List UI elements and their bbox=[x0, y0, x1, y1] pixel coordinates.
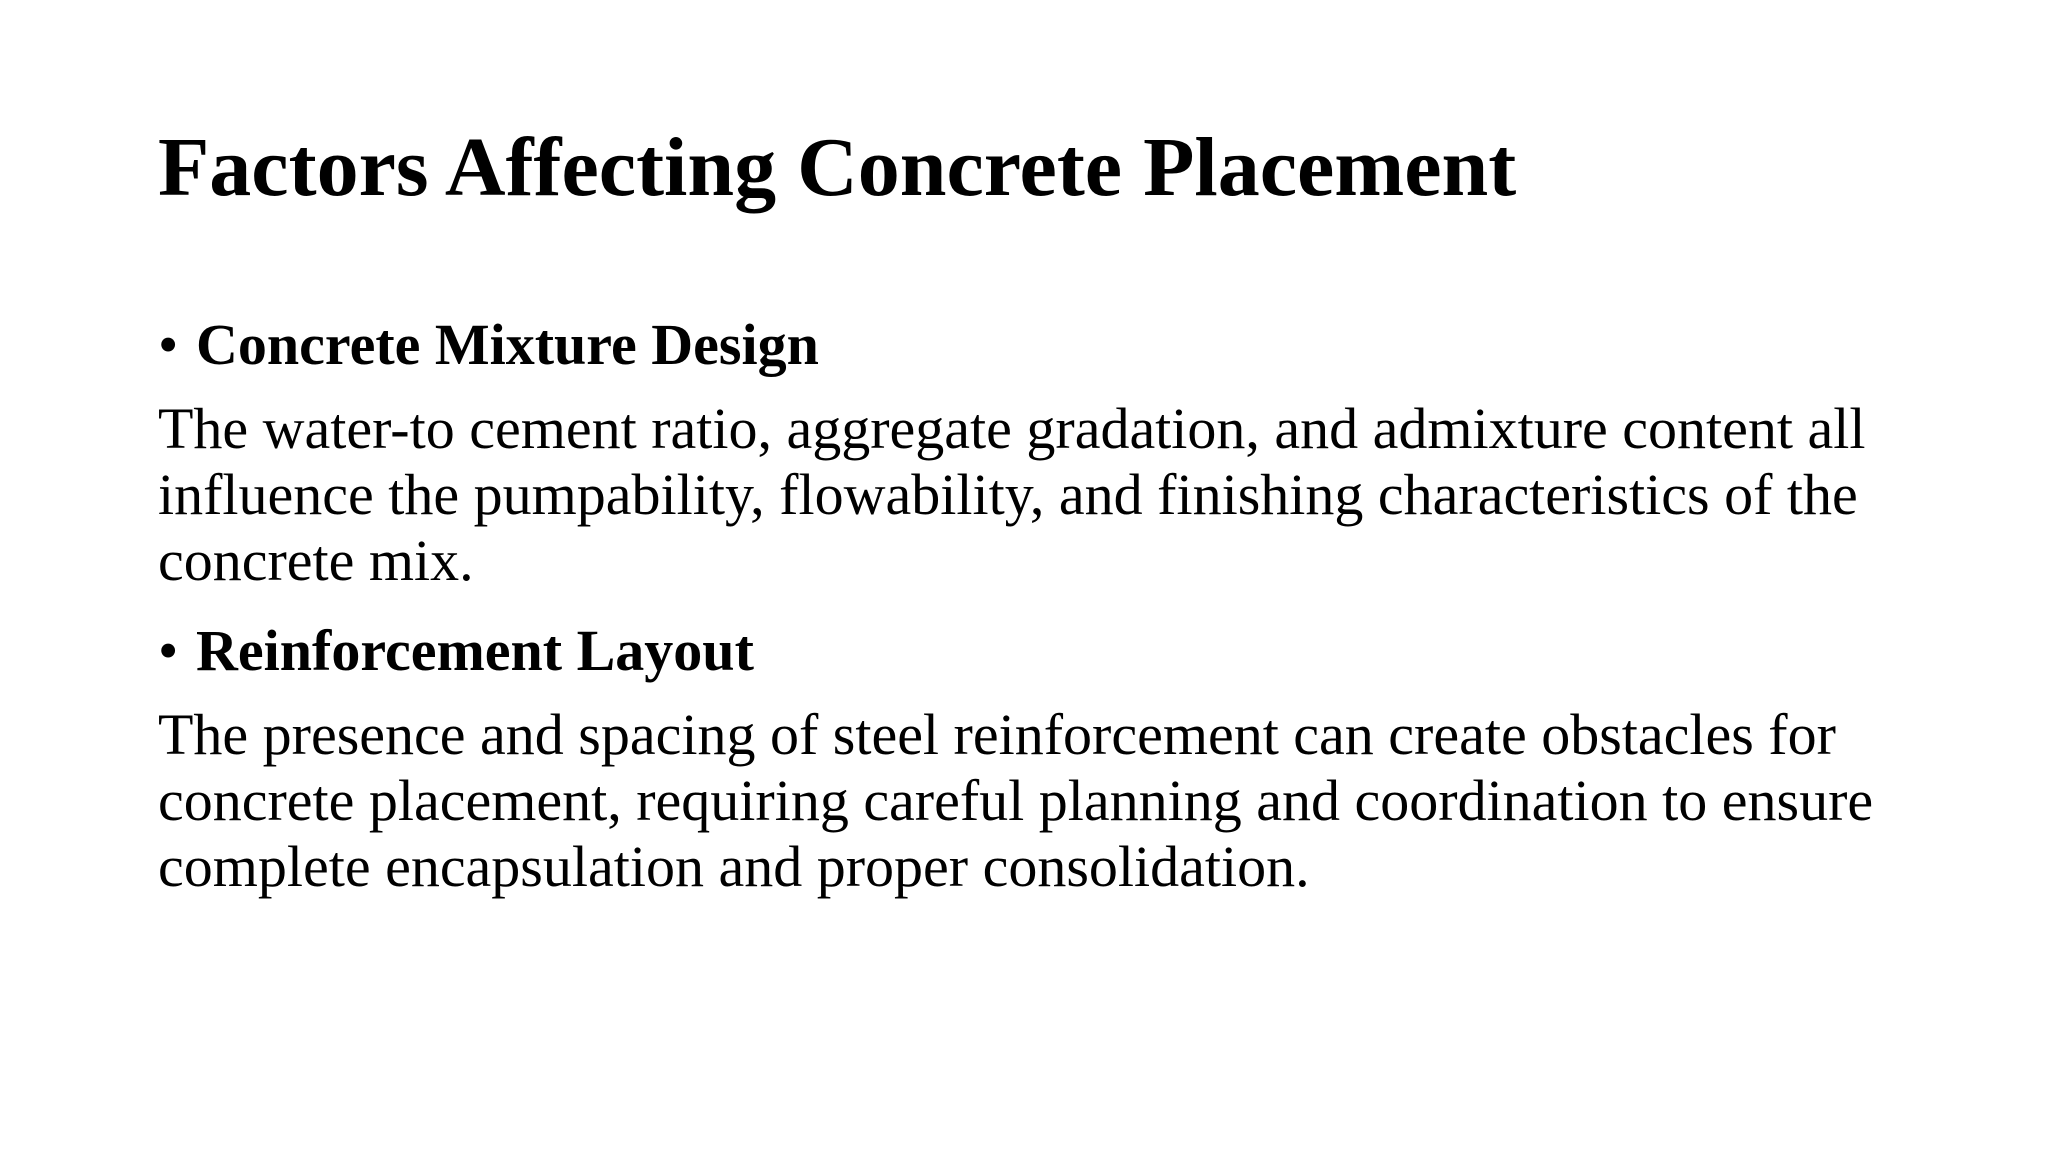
section-reinforcement-layout bbox=[158, 618, 1918, 900]
section-body: The water-to cement ratio, aggregate gradation, and admixture content all influence the pumpability, flowability, and finishing characteristics of the concrete mix. bbox=[158, 396, 1866, 593]
bullet-heading-text: Reinforcement Layout bbox=[196, 618, 754, 683]
slide-title: Factors Affecting Concrete Placement bbox=[158, 121, 1517, 214]
bullet-dot-icon: • bbox=[158, 618, 179, 683]
slide-content bbox=[158, 312, 1918, 900]
bullet-heading-text: Concrete Mixture Design bbox=[196, 312, 819, 377]
section-body: The presence and spacing of steel reinforcement can create obstacles for concrete placement, requiring careful planning and coordination to ensure complete encapsulation and proper consolidation. bbox=[158, 702, 1874, 899]
bullet-dot-icon: • bbox=[158, 312, 179, 377]
bullet-heading bbox=[158, 312, 1918, 378]
section-concrete-mixture-design bbox=[158, 312, 1918, 594]
bullet-heading bbox=[158, 618, 1918, 684]
